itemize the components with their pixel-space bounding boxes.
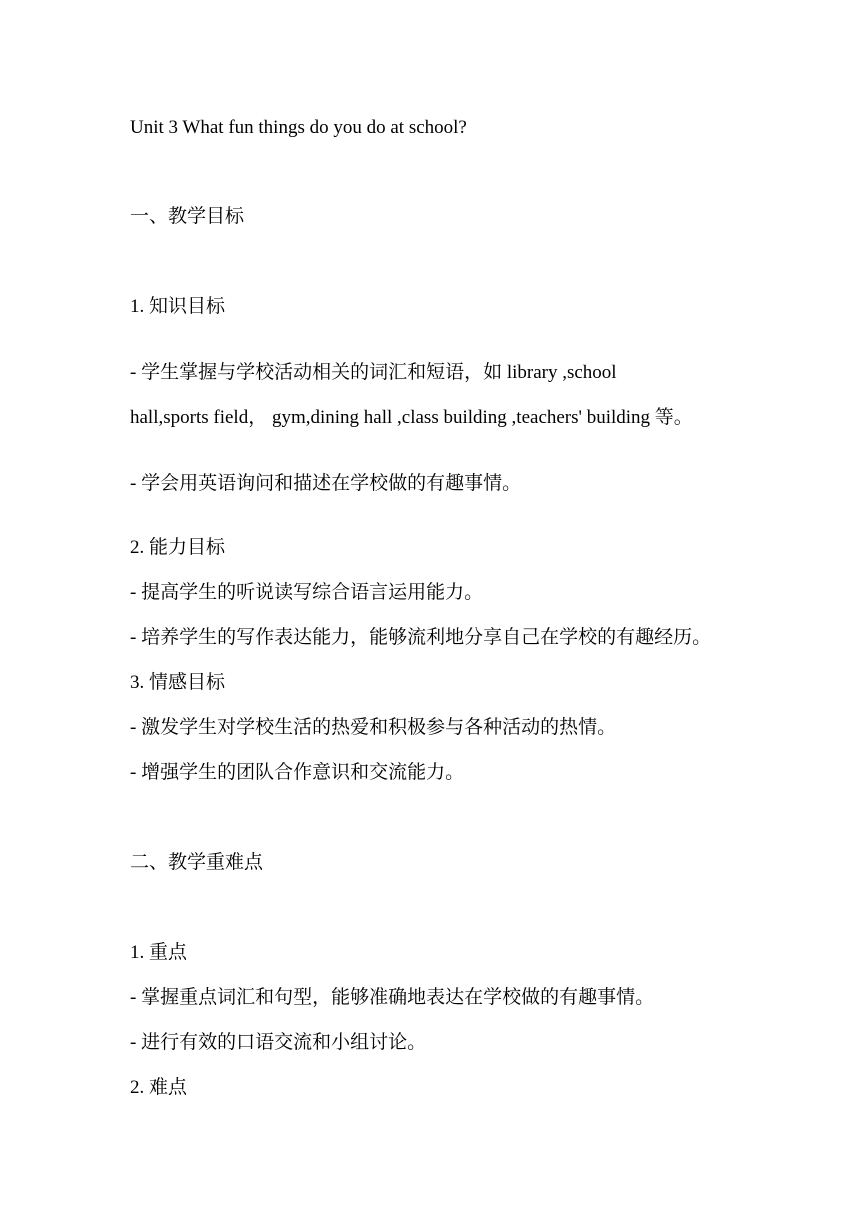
subheading-emotion: 3. 情感目标 [130, 672, 226, 693]
knowledge-item-1-line-1: - 学生掌握与学校活动相关的词汇和短语，如 library ,school [130, 362, 617, 383]
key-item-1: - 掌握重点词汇和句型，能够准确地表达在学校做的有趣事情。 [130, 987, 655, 1008]
ability-item-2: - 培养学生的写作表达能力，能够流利地分享自己在学校的有趣经历。 [130, 627, 712, 648]
document-title: Unit 3 What fun things do you do at school? [130, 117, 467, 138]
knowledge-item-1-line-2: hall,sports field， gym,dining hall ,class building ,teachers' building 等。 [130, 407, 693, 428]
section-heading-key-difficult: 二、教学重难点 [130, 852, 264, 873]
subheading-key-points: 1. 重点 [130, 942, 188, 963]
subheading-ability: 2. 能力目标 [130, 537, 226, 558]
section-heading-objectives: 一、教学目标 [130, 206, 245, 227]
knowledge-item-2: - 学会用英语询问和描述在学校做的有趣事情。 [130, 473, 522, 494]
emotion-item-2: - 增强学生的团队合作意识和交流能力。 [130, 762, 465, 783]
subheading-difficult-points: 2. 难点 [130, 1077, 188, 1098]
emotion-item-1: - 激发学生对学校生活的热爱和积极参与各种活动的热情。 [130, 717, 617, 738]
ability-item-1: - 提高学生的听说读写综合语言运用能力。 [130, 582, 484, 603]
subheading-knowledge: 1. 知识目标 [130, 296, 226, 317]
key-item-2: - 进行有效的口语交流和小组讨论。 [130, 1032, 427, 1053]
